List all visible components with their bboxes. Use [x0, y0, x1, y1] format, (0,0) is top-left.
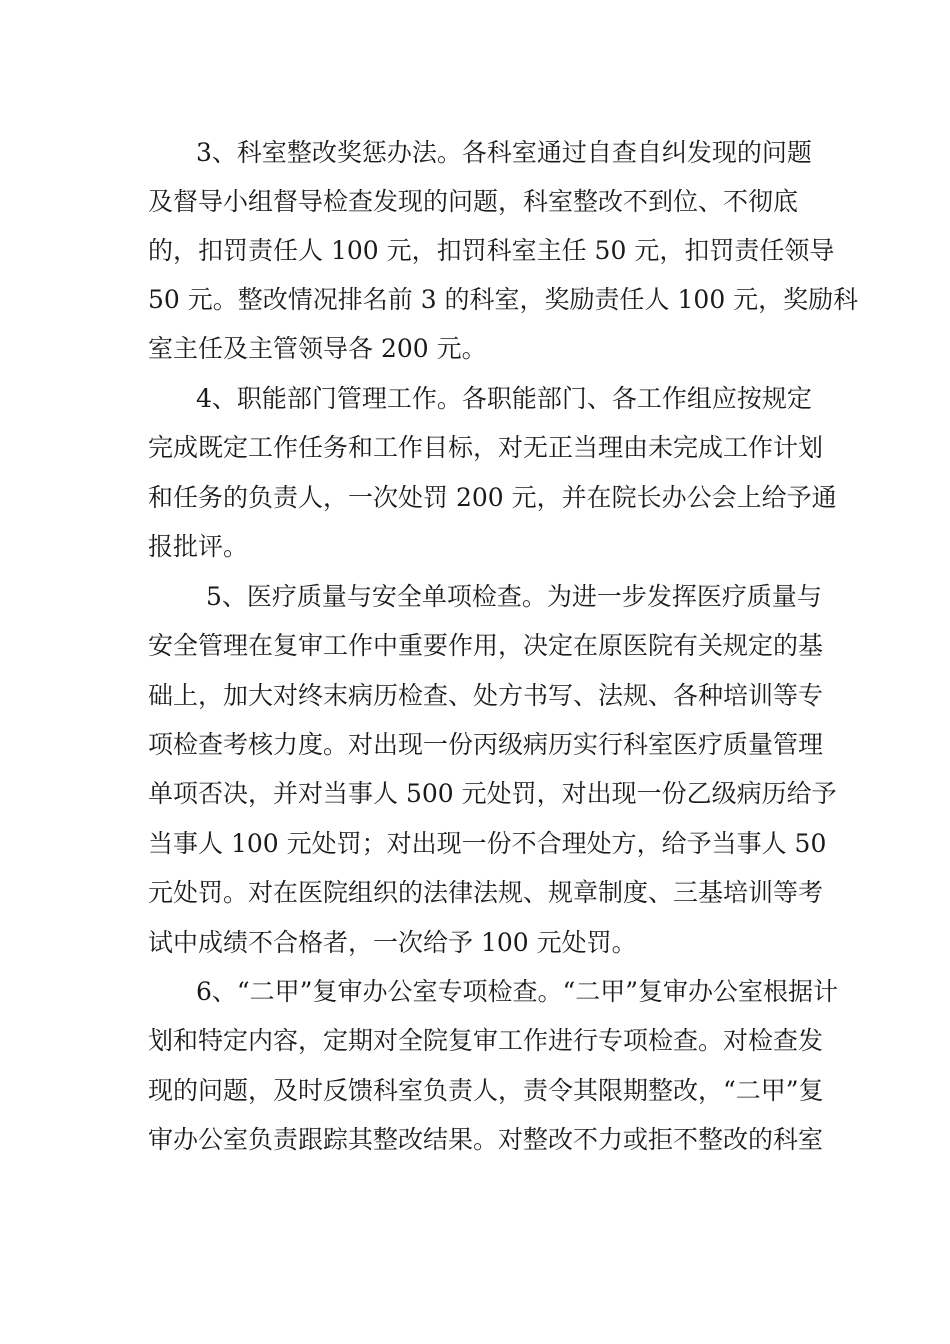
paragraph-5-line-5: 单项否决，并对当事人 500 元处罚，对出现一份乙级病历给予: [148, 779, 837, 808]
paragraph-4-line-1: 4、职能部门管理工作。各职能部门、各工作组应按规定: [196, 384, 812, 413]
paragraph-4-line-3: 和任务的负责人，一次处罚 200 元，并在院长办公会上给予通: [148, 483, 837, 512]
paragraph-5-line-3: 础上，加大对终末病历检查、处方书写、法规、各种培训等专: [148, 681, 824, 710]
paragraph-6-line-1: 6、“二甲”复审办公室专项检查。“二甲”复审办公室根据计: [196, 977, 839, 1006]
paragraph-3-line-3: 的，扣罚责任人 100 元，扣罚科室主任 50 元，扣罚责任领导: [148, 236, 835, 265]
paragraph-6-line-4: 审办公室负责跟踪其整改结果。对整改不力或拒不整改的科室: [148, 1125, 824, 1154]
paragraph-3-line-5: 室主任及主管领导各 200 元。: [148, 334, 487, 363]
paragraph-3-line-2: 及督导小组督导检查发现的问题，科室整改不到位、不彻底: [148, 187, 799, 216]
paragraph-5-line-4: 项检查考核力度。对出现一份丙级病历实行科室医疗质量管理: [148, 730, 824, 759]
paragraph-5-line-1: 5、医疗质量与安全单项检查。为进一步发挥医疗质量与: [206, 582, 822, 611]
paragraph-3-line-1: 3、科室整改奖惩办法。各科室通过自查自纠发现的问题: [196, 138, 812, 167]
paragraph-4-line-2: 完成既定工作任务和工作目标，对无正当理由未完成工作计划: [148, 433, 824, 462]
paragraph-6-line-3: 现的问题，及时反馈科室负责人，责令其限期整改，“二甲”复: [148, 1076, 824, 1105]
paragraph-4-line-4: 报批评。: [148, 532, 249, 561]
paragraph-5-line-2: 安全管理在复审工作中重要作用，决定在原医院有关规定的基: [148, 631, 824, 660]
paragraph-5-line-8: 试中成绩不合格者，一次给予 100 元处罚。: [148, 928, 637, 957]
paragraph-5-line-7: 元处罚。对在医院组织的法律法规、规章制度、三基培训等考: [148, 878, 824, 907]
paragraph-6-line-2: 划和特定内容，定期对全院复审工作进行专项检查。对检查发: [148, 1026, 824, 1055]
paragraph-3-line-4: 50 元。整改情况排名前 3 的科室，奖励责任人 100 元，奖励科: [148, 285, 859, 314]
paragraph-5-line-6: 当事人 100 元处罚；对出现一份不合理处方，给予当事人 50: [148, 829, 827, 858]
